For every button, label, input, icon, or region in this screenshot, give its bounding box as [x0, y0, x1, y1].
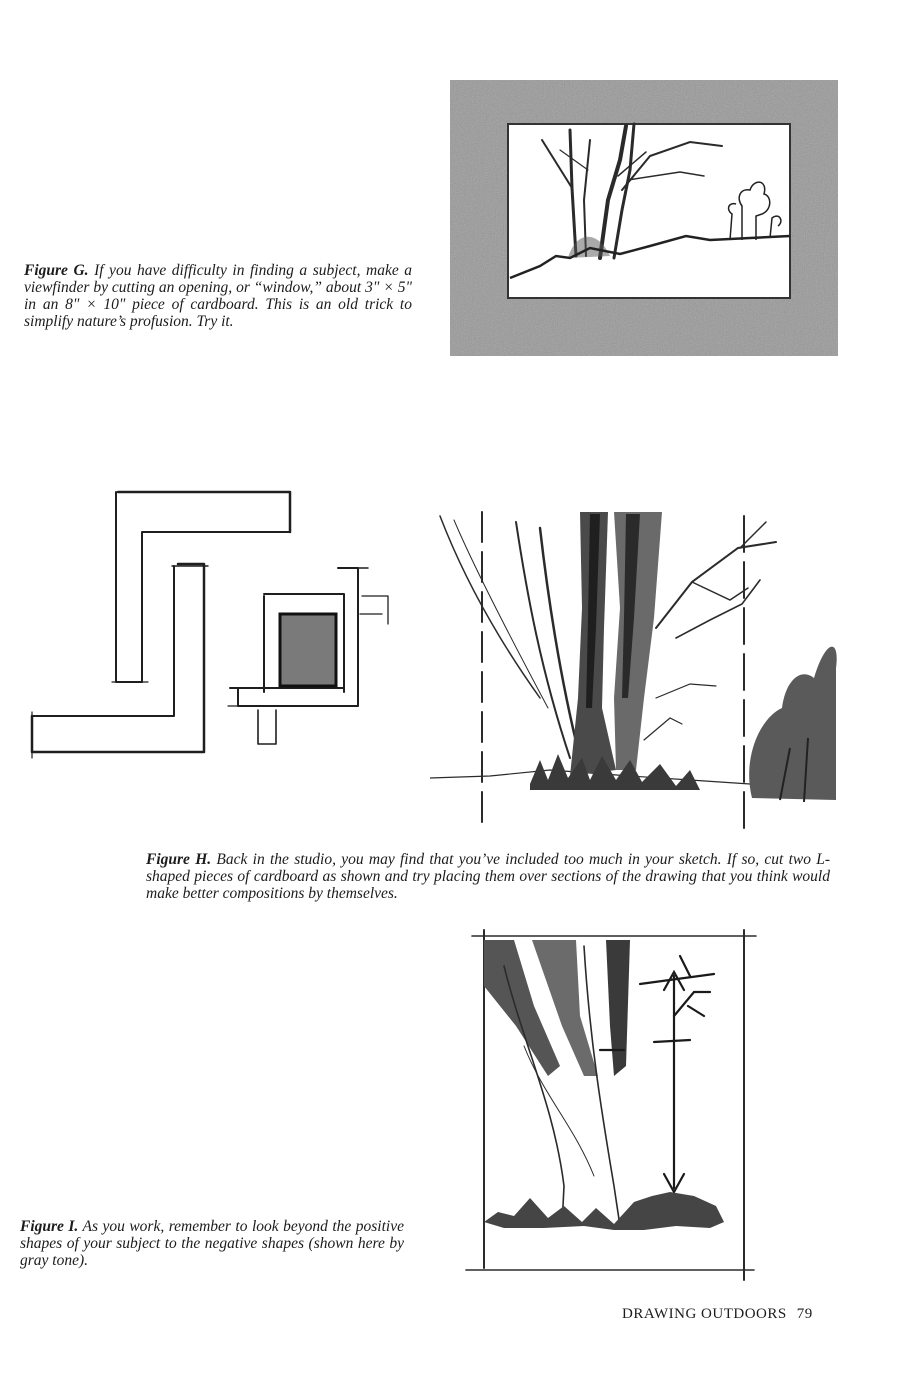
figure-h-label: Figure H. — [146, 851, 212, 868]
running-head: DRAWING OUTDOORS — [622, 1306, 787, 1322]
figure-g-text: If you have difficulty in finding a subject, make a viewfinder by cutting an opening, or “window,” about 3" × 5" in an 8" × 10" piece of cardboard. This is an old trick to simplify nature’s profusion. Try it. — [24, 262, 412, 330]
figure-i-label: Figure I. — [20, 1218, 79, 1235]
figure-i-text: As you work, remember to look beyond the positive shapes of your subject to the negative shapes (shown here by gray tone). — [20, 1218, 404, 1269]
figure-g-label: Figure G. — [24, 262, 89, 279]
figure-i-caption — [20, 1218, 404, 1269]
figure-h-l-shapes-illustration — [28, 484, 398, 774]
figure-g-caption — [24, 262, 412, 330]
figure-h-tree-sketch — [430, 508, 840, 830]
figure-h-text: Back in the studio, you may find that you’ve included too much in your sketch. If so, cut two L-shaped pieces of cardboard as shown and try placing them over sections of the drawing that you think would make better compositions by themselves. — [146, 851, 831, 902]
page-number: 79 — [796, 1306, 813, 1322]
figure-h-caption — [146, 851, 830, 902]
page-footer — [622, 1306, 813, 1323]
figure-i-negative-shapes-sketch — [464, 926, 764, 1282]
figure-g-viewfinder-illustration — [450, 80, 838, 356]
